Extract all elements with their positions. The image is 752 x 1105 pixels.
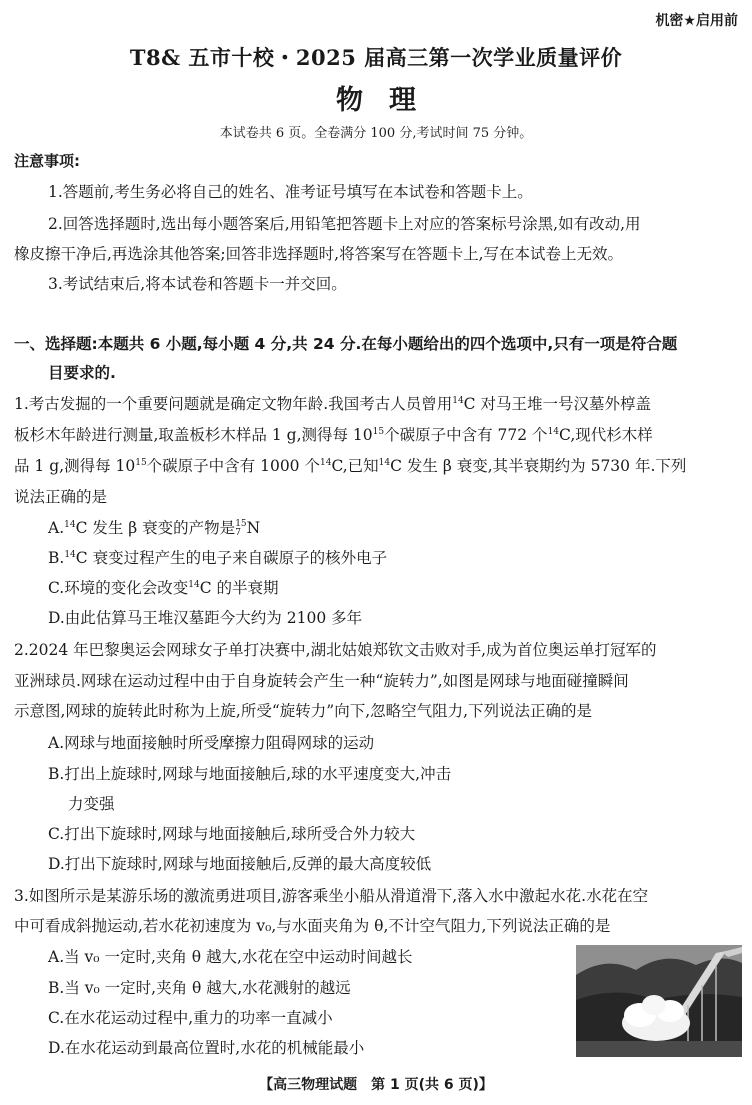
q2-option-a: A.网球与地面接触时所受摩擦力阻碍网球的运动 (48, 734, 375, 752)
page-footer: 【高三物理试题 第 1 页(共 6 页)】 (259, 1077, 493, 1093)
section-heading-continued: 目要求的. (48, 364, 116, 382)
exam-title: T8& 五市十校・2025 届高三第一次学业质量评价 (129, 45, 623, 70)
note-item: 1.答题前,考生务必将自己的姓名、准考证号填写在本试卷和答题卡上。 (48, 183, 533, 201)
note-item-continued: 橡皮擦干净后,再选涂其他答案;回答非选择题时,将答案写在答题卡上,写在本试卷上无效。 (14, 245, 624, 263)
q1-option-d: D.由此估算马王堆汉墓距今大约为 2100 多年 (48, 609, 363, 627)
q3-stem-line: 中可看成斜抛运动,若水花初速度为 v₀,与水面夹角为 θ,不计空气阻力,下列说法正确的是 (14, 917, 611, 935)
q1-option-b: B.$^{14}$C 衰变过程产生的电子来自碳原子的核外电子 (48, 549, 388, 567)
q1-option-a: A.$^{14}$C 发生 β 衰变的产物是 15 7 N (48, 519, 261, 538)
q3-option-c: C.在水花运动过程中,重力的功率一直减小 (48, 1009, 333, 1027)
q3-stem-line: 3.如图所示是某游乐场的激流勇进项目,游客乘坐小船从滑道滑下,落入水中激起水花.水花在空 (14, 887, 649, 905)
q2-option-b-continued: 力变强 (68, 795, 115, 813)
water-ride-photo (576, 945, 742, 1057)
q2-option-b: B.打出上旋球时,网球与地面接触后,球的水平速度变大,冲击 (48, 765, 452, 783)
q3-option-a: A.当 v₀ 一定时,夹角 θ 越大,水花在空中运动时间越长 (48, 948, 413, 966)
q1-stem-line: 说法正确的是 (14, 488, 108, 506)
q1-stem-line: 1.考古发掘的一个重要问题就是确定文物年龄.我国考古人员曾用$^{14}$C 对马王堆一号汉墓外椁盖 (14, 395, 651, 413)
notes-heading: 注意事项: (14, 152, 80, 170)
q2-option-c: C.打出下旋球时,网球与地面接触后,球所受合外力较大 (48, 825, 416, 843)
note-item: 3.考试结束后,将本试卷和答题卡一并交回。 (48, 275, 347, 293)
section-heading: 一、选择题:本题共 6 小题,每小题 4 分,共 24 分.在每小题给出的四个选项中,只有一项是符合题 (14, 335, 678, 353)
exam-info: 本试卷共 6 页。全卷满分 100 分,考试时间 75 分钟。 (219, 126, 533, 141)
q2-stem-line: 亚洲球员.网球在运动过程中由于自身旋转会产生一种“旋转力”,如图是网球与地面碰撞瞬间 (14, 672, 629, 690)
q1-stem-line: 板杉木年龄进行测量,取盖板杉木样品 1 g,测得每 $10^{15}$个碳原子中含有 772 个$^{14}$C,现代杉木样 (14, 426, 653, 444)
q1-option-c: C.环境的变化会改变$^{14}$C 的半衰期 (48, 579, 279, 597)
subject-title: 物理 (336, 85, 442, 116)
q1-stem-line: 品 1 g,测得每 $10^{15}$个碳原子中含有 1000 个$^{14}$C,已知$^{14}$C 发生 β 衰变,其半衰期约为 5730 年.下列 (14, 457, 687, 475)
q3-option-d: D.在水花运动到最高位置时,水花的机械能最小 (48, 1039, 365, 1057)
q2-option-d: D.打出下旋球时,网球与地面接触后,反弹的最大高度较低 (48, 855, 432, 873)
confidential-mark: 机密★启用前 (655, 13, 738, 29)
note-item: 2.回答选择题时,选出每小题答案后,用铅笔把答题卡上对应的答案标号涂黑,如有改动,用 (48, 215, 641, 233)
q3-option-b: B.当 v₀ 一定时,夹角 θ 越大,水花溅射的越远 (48, 979, 351, 997)
q2-stem-line: 示意图,网球的旋转此时称为上旋,所受“旋转力”向下,忽略空气阻力,下列说法正确的是 (14, 702, 593, 720)
q2-stem-line: 2.2024 年巴黎奥运会网球女子单打决赛中,湖北姑娘郑钦文击败对手,成为首位奥运单打冠军的 (14, 641, 657, 659)
